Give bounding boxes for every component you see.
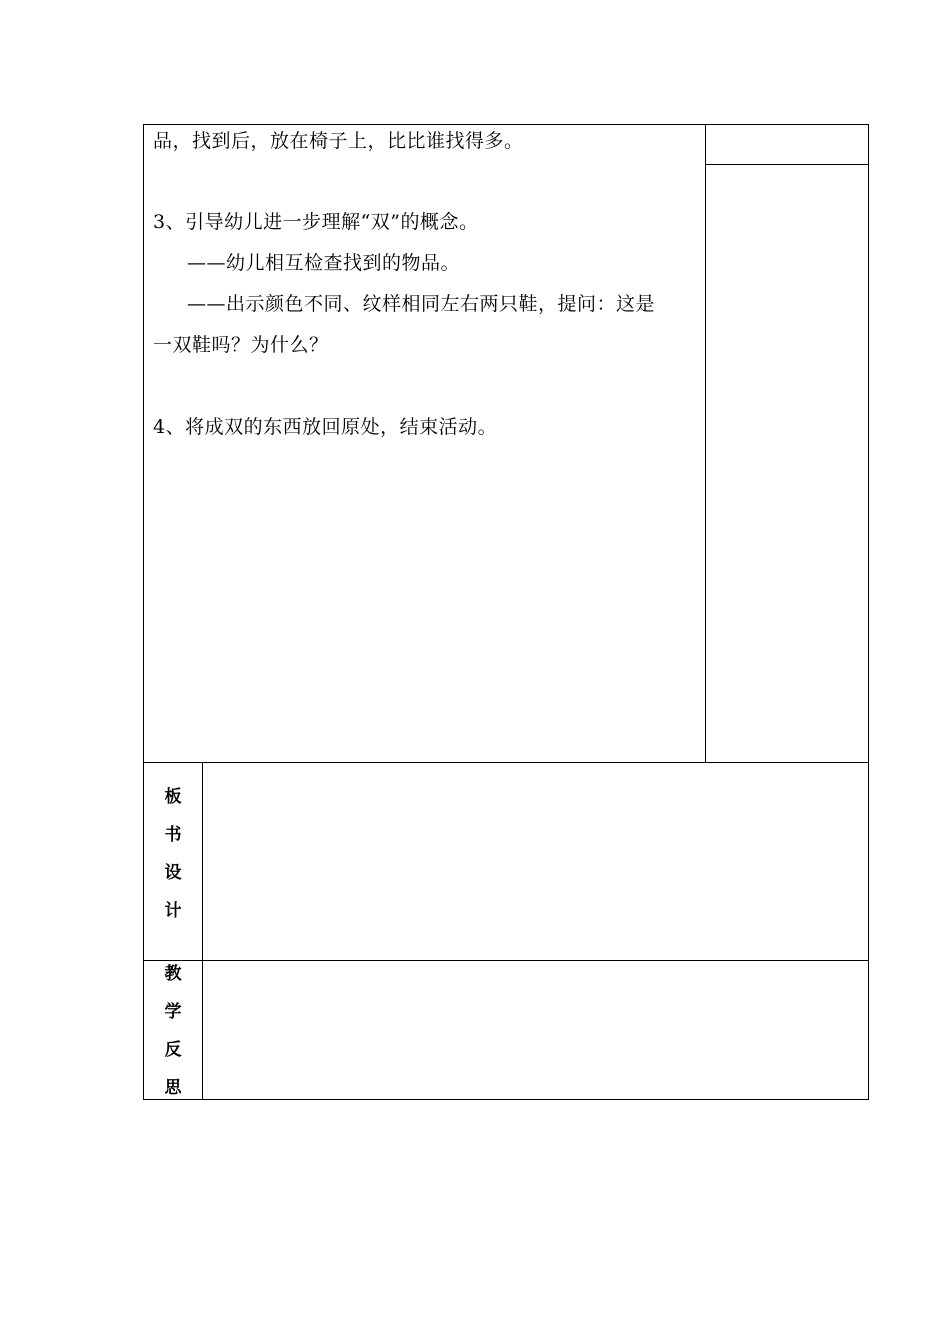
reflection-top-divider bbox=[143, 960, 869, 961]
board-design-char-2: 书 bbox=[164, 825, 182, 845]
right-column-header-divider bbox=[705, 164, 869, 165]
text-line-check: ——幼儿相互检查找到的物品。 bbox=[187, 252, 461, 274]
reflection-char-4: 思 bbox=[164, 1078, 182, 1098]
board-design-char-1: 板 bbox=[164, 787, 182, 807]
reflection-char-3: 反 bbox=[164, 1040, 182, 1060]
text-line-question: 一双鞋吗？为什么？ bbox=[153, 334, 329, 356]
board-design-label bbox=[143, 778, 203, 930]
reflection-label bbox=[143, 955, 203, 1107]
text-line-step-4: 4、将成双的东西放回原处，结束活动。 bbox=[153, 416, 498, 438]
board-design-char-4: 计 bbox=[164, 901, 182, 921]
text-line-1: 品，找到后，放在椅子上，比比谁找得多。 bbox=[153, 130, 524, 152]
text-line-step-3: 3、引导幼儿进一步理解“双”的概念。 bbox=[153, 211, 479, 233]
reflection-char-1: 教 bbox=[164, 964, 182, 984]
reflection-char-2: 学 bbox=[164, 1002, 182, 1022]
board-design-char-3: 设 bbox=[164, 863, 182, 883]
text-line-show-shoes: ——出示颜色不同、纹样相同左右两只鞋，提问：这是 bbox=[187, 293, 656, 315]
board-design-top-divider bbox=[143, 762, 869, 763]
right-column-divider bbox=[705, 124, 706, 762]
